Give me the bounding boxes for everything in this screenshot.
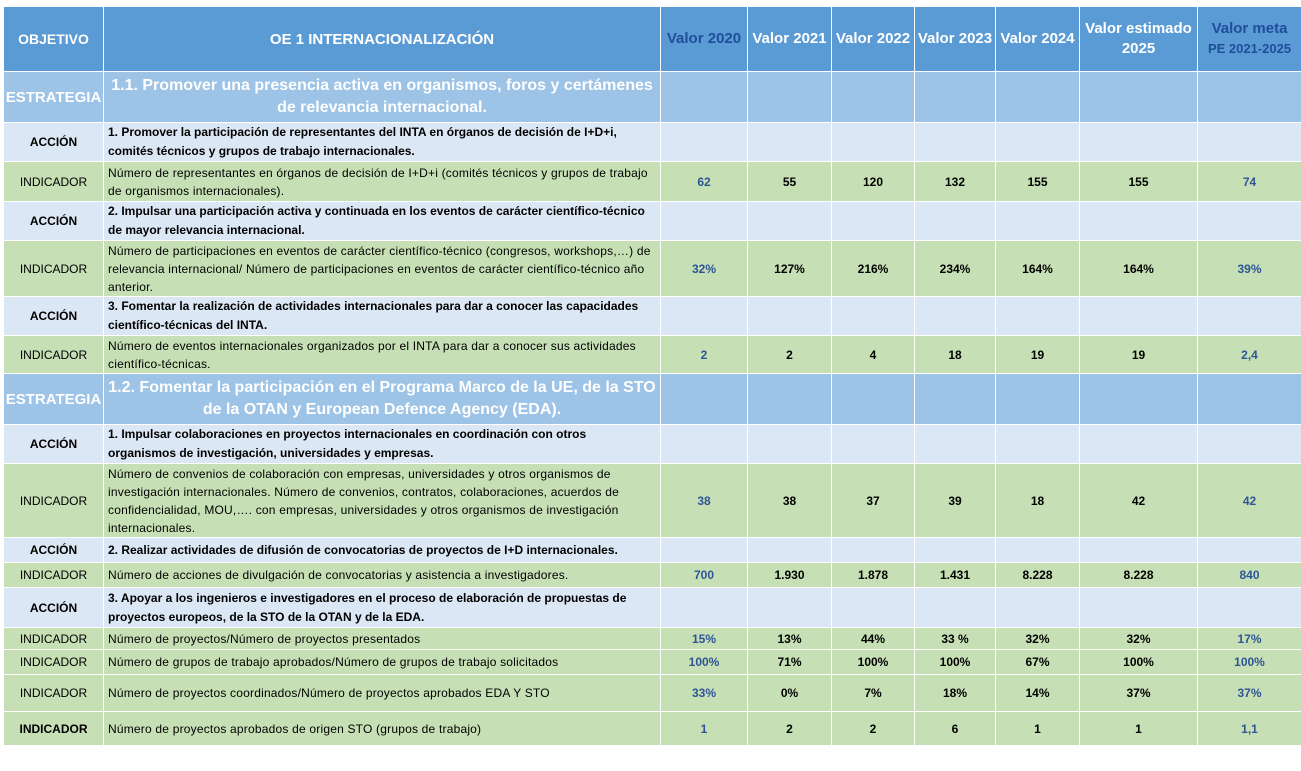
indicator-value: 2,4 xyxy=(1198,336,1301,374)
empty-cell xyxy=(1080,72,1198,123)
indicator-value: 55 xyxy=(748,162,832,202)
indicator-value: 1 xyxy=(661,712,748,746)
indicator-value: 32% xyxy=(661,241,748,297)
indicators-table xyxy=(3,6,1301,746)
empty-cell xyxy=(915,202,996,241)
indicator-value: 19 xyxy=(1080,336,1198,374)
indicator-value: 120 xyxy=(832,162,915,202)
empty-cell xyxy=(1080,123,1198,162)
strategy-row xyxy=(4,72,1301,123)
indicator-value: 7% xyxy=(832,675,915,712)
objective-title: OE 1 INTERNACIONALIZACIÓN xyxy=(104,7,661,72)
indicator-value: 39% xyxy=(1198,241,1301,297)
indicator-value: 1,1 xyxy=(1198,712,1301,746)
indicator-row xyxy=(4,464,1301,538)
empty-cell xyxy=(661,72,748,123)
indicator-label: INDICADOR xyxy=(4,712,104,746)
empty-cell xyxy=(1198,297,1301,336)
indicator-row xyxy=(4,712,1301,746)
action-row xyxy=(4,202,1301,241)
empty-cell xyxy=(832,374,915,425)
indicator-label: INDICADOR xyxy=(4,336,104,374)
empty-cell xyxy=(748,202,832,241)
empty-cell xyxy=(661,202,748,241)
indicator-text: Número de grupos de trabajo aprobados/Número de grupos de trabajo solicitados xyxy=(104,650,661,675)
indicator-value: 38 xyxy=(748,464,832,538)
empty-cell xyxy=(996,202,1080,241)
indicator-row xyxy=(4,162,1301,202)
indicator-value: 8.228 xyxy=(996,563,1080,588)
table-body xyxy=(4,72,1301,746)
indicator-value: 155 xyxy=(996,162,1080,202)
empty-cell xyxy=(832,425,915,464)
action-row xyxy=(4,425,1301,464)
indicator-value: 164% xyxy=(996,241,1080,297)
empty-cell xyxy=(1080,425,1198,464)
indicator-row xyxy=(4,675,1301,712)
empty-cell xyxy=(832,202,915,241)
indicator-value: 100% xyxy=(1198,650,1301,675)
objetivo-header: OBJETIVO xyxy=(4,7,104,72)
action-row xyxy=(4,297,1301,336)
indicator-label: INDICADOR xyxy=(4,650,104,675)
indicator-value: 0% xyxy=(748,675,832,712)
indicator-text: Número de acciones de divulgación de convocatorias y asistencia a investigadores. xyxy=(104,563,661,588)
empty-cell xyxy=(661,374,748,425)
indicator-value: 234% xyxy=(915,241,996,297)
indicator-value: 132 xyxy=(915,162,996,202)
col-header-2023: Valor 2023 xyxy=(915,7,996,72)
indicator-value: 155 xyxy=(1080,162,1198,202)
indicator-value: 100% xyxy=(832,650,915,675)
indicator-text: Número de eventos internacionales organizados por el INTA para dar a conocer sus actividades científico-técnicas. xyxy=(104,336,661,374)
col-header-estimado xyxy=(1080,7,1198,72)
indicator-value: 1 xyxy=(1080,712,1198,746)
empty-cell xyxy=(832,538,915,563)
indicator-value: 127% xyxy=(748,241,832,297)
indicator-value: 100% xyxy=(915,650,996,675)
action-row xyxy=(4,123,1301,162)
empty-cell xyxy=(661,425,748,464)
action-text: 2. Realizar actividades de difusión de convocatorias de proyectos de I+D internacionales. xyxy=(104,538,661,563)
action-text: 2. Impulsar una participación activa y continuada en los eventos de carácter científico-técnico de mayor relevancia internacional. xyxy=(104,202,661,241)
indicator-value: 1 xyxy=(996,712,1080,746)
strategy-label: ESTRATEGIA xyxy=(4,72,104,123)
indicator-value: 2 xyxy=(661,336,748,374)
empty-cell xyxy=(1198,538,1301,563)
indicator-value: 42 xyxy=(1080,464,1198,538)
empty-cell xyxy=(1198,588,1301,628)
indicator-label: INDICADOR xyxy=(4,675,104,712)
action-text: 3. Fomentar la realización de actividades internacionales para dar a conocer las capacidades científico-técnicas del INTA. xyxy=(104,297,661,336)
empty-cell xyxy=(996,297,1080,336)
indicator-value: 62 xyxy=(661,162,748,202)
indicator-value: 2 xyxy=(748,712,832,746)
indicator-value: 14% xyxy=(996,675,1080,712)
indicator-value: 13% xyxy=(748,628,832,650)
empty-cell xyxy=(1198,425,1301,464)
indicator-value: 32% xyxy=(996,628,1080,650)
indicator-value: 67% xyxy=(996,650,1080,675)
empty-cell xyxy=(748,588,832,628)
estimado-line2: 2025 xyxy=(1122,40,1155,57)
empty-cell xyxy=(1198,374,1301,425)
action-label: ACCIÓN xyxy=(4,123,104,162)
action-label: ACCIÓN xyxy=(4,425,104,464)
indicator-text: Número de proyectos coordinados/Número de proyectos aprobados EDA Y STO xyxy=(104,675,661,712)
empty-cell xyxy=(832,123,915,162)
empty-cell xyxy=(748,374,832,425)
empty-cell xyxy=(661,538,748,563)
empty-cell xyxy=(996,538,1080,563)
indicator-value: 18 xyxy=(996,464,1080,538)
empty-cell xyxy=(1080,202,1198,241)
indicator-value: 2 xyxy=(748,336,832,374)
indicator-value: 74 xyxy=(1198,162,1301,202)
empty-cell xyxy=(661,588,748,628)
indicator-value: 38 xyxy=(661,464,748,538)
action-text: 1. Impulsar colaboraciones en proyectos internacionales en coordinación con otros organismos de investigación, universidades y empresas. xyxy=(104,425,661,464)
empty-cell xyxy=(915,588,996,628)
indicator-row xyxy=(4,628,1301,650)
empty-cell xyxy=(1080,588,1198,628)
indicator-label: INDICADOR xyxy=(4,563,104,588)
empty-cell xyxy=(832,72,915,123)
indicator-value: 15% xyxy=(661,628,748,650)
strategy-label: ESTRATEGIA xyxy=(4,374,104,425)
empty-cell xyxy=(915,297,996,336)
col-header-2020: Valor 2020 xyxy=(661,7,748,72)
empty-cell xyxy=(661,297,748,336)
empty-cell xyxy=(996,123,1080,162)
action-text: 1. Promover la participación de representantes del INTA en órganos de decisión de I+D+i, comités técnicos y grupos de trabajo internacionales. xyxy=(104,123,661,162)
empty-cell xyxy=(1198,72,1301,123)
indicator-value: 1.431 xyxy=(915,563,996,588)
indicator-row xyxy=(4,241,1301,297)
indicator-value: 1.930 xyxy=(748,563,832,588)
col-header-2022: Valor 2022 xyxy=(832,7,915,72)
col-header-meta xyxy=(1198,7,1301,72)
indicator-value: 6 xyxy=(915,712,996,746)
empty-cell xyxy=(915,538,996,563)
indicator-value: 71% xyxy=(748,650,832,675)
indicator-value: 32% xyxy=(1080,628,1198,650)
indicator-value: 700 xyxy=(661,563,748,588)
estimado-line1: Valor estimado xyxy=(1085,20,1192,37)
indicator-label: INDICADOR xyxy=(4,162,104,202)
empty-cell xyxy=(915,72,996,123)
empty-cell xyxy=(1080,297,1198,336)
action-label: ACCIÓN xyxy=(4,297,104,336)
indicator-row xyxy=(4,336,1301,374)
col-header-2021: Valor 2021 xyxy=(748,7,832,72)
indicator-value: 4 xyxy=(832,336,915,374)
empty-cell xyxy=(832,297,915,336)
indicator-value: 100% xyxy=(1080,650,1198,675)
action-row xyxy=(4,538,1301,563)
action-label: ACCIÓN xyxy=(4,202,104,241)
indicator-value: 17% xyxy=(1198,628,1301,650)
indicator-value: 164% xyxy=(1080,241,1198,297)
empty-cell xyxy=(832,588,915,628)
empty-cell xyxy=(996,425,1080,464)
empty-cell xyxy=(996,588,1080,628)
action-label: ACCIÓN xyxy=(4,538,104,563)
empty-cell xyxy=(996,374,1080,425)
strategy-text: 1.1. Promover una presencia activa en organismos, foros y certámenes de relevancia internacional. xyxy=(104,72,661,123)
indicator-label: INDICADOR xyxy=(4,241,104,297)
indicator-row xyxy=(4,650,1301,675)
indicator-value: 19 xyxy=(996,336,1080,374)
indicator-text: Número de representantes en órganos de decisión de I+D+i (comités técnicos y grupos de trabajo de organismos internacionales). xyxy=(104,162,661,202)
empty-cell xyxy=(748,72,832,123)
indicator-value: 39 xyxy=(915,464,996,538)
empty-cell xyxy=(1080,374,1198,425)
header-row xyxy=(4,7,1301,72)
indicator-text: Número de participaciones en eventos de carácter científico-técnico (congresos, workshops,…) de relevancia internacional/ Número de participaciones en eventos de carácter científico-técnico año anterior. xyxy=(104,241,661,297)
empty-cell xyxy=(915,123,996,162)
action-row xyxy=(4,588,1301,628)
indicator-label: INDICADOR xyxy=(4,628,104,650)
indicator-value: 1.878 xyxy=(832,563,915,588)
indicator-value: 42 xyxy=(1198,464,1301,538)
indicator-text: Número de convenios de colaboración con empresas, universidades y otros organismos de investigación internacionales. Número de convenios, contratos, colaboraciones, acuerdos de confidencialidad, MOU,…. con empresas, universidades y otros organismos de investigación internacionales. xyxy=(104,464,661,538)
empty-cell xyxy=(1080,538,1198,563)
indicator-row xyxy=(4,563,1301,588)
meta-line1: Valor meta xyxy=(1212,20,1288,37)
meta-line2: PE 2021-2025 xyxy=(1208,41,1291,56)
indicator-value: 37 xyxy=(832,464,915,538)
indicator-value: 18 xyxy=(915,336,996,374)
indicator-value: 100% xyxy=(661,650,748,675)
indicator-value: 840 xyxy=(1198,563,1301,588)
indicator-value: 2 xyxy=(832,712,915,746)
action-label: ACCIÓN xyxy=(4,588,104,628)
indicator-value: 37% xyxy=(1080,675,1198,712)
indicator-value: 8.228 xyxy=(1080,563,1198,588)
indicator-value: 216% xyxy=(832,241,915,297)
empty-cell xyxy=(1198,202,1301,241)
empty-cell xyxy=(748,297,832,336)
empty-cell xyxy=(915,425,996,464)
action-text: 3. Apoyar a los ingenieros e investigadores en el proceso de elaboración de propuestas de proyectos europeos, de la STO de la OTAN y de la EDA. xyxy=(104,588,661,628)
empty-cell xyxy=(996,72,1080,123)
indicator-value: 44% xyxy=(832,628,915,650)
empty-cell xyxy=(1198,123,1301,162)
col-header-2024: Valor 2024 xyxy=(996,7,1080,72)
strategy-row xyxy=(4,374,1301,425)
indicator-value: 33 % xyxy=(915,628,996,650)
strategy-text: 1.2. Fomentar la participación en el Programa Marco de la UE, de la STO de la OTAN y European Defence Agency (EDA). xyxy=(104,374,661,425)
indicator-label: INDICADOR xyxy=(4,464,104,538)
empty-cell xyxy=(748,538,832,563)
indicator-value: 37% xyxy=(1198,675,1301,712)
empty-cell xyxy=(748,425,832,464)
empty-cell xyxy=(915,374,996,425)
indicator-text: Número de proyectos aprobados de origen STO (grupos de trabajo) xyxy=(104,712,661,746)
empty-cell xyxy=(661,123,748,162)
indicator-value: 33% xyxy=(661,675,748,712)
empty-cell xyxy=(748,123,832,162)
indicator-value: 18% xyxy=(915,675,996,712)
indicator-text: Número de proyectos/Número de proyectos presentados xyxy=(104,628,661,650)
